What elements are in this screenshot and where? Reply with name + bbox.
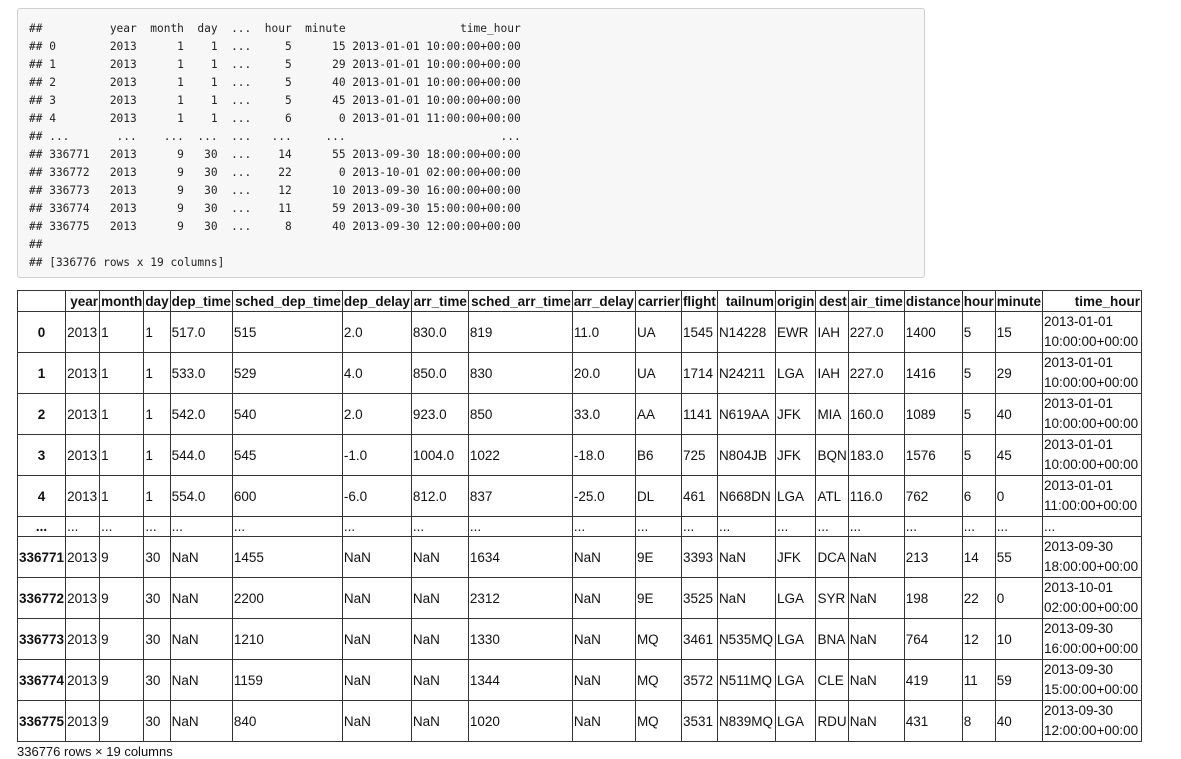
table-cell: N619AA [717,394,775,435]
row-index: 336774 [18,660,66,701]
table-cell: 2013-09-30 18:00:00+00:00 [1042,537,1141,578]
table-cell: LGA [775,660,816,701]
table-cell: 529 [232,353,342,394]
table-cell: 2013 [66,394,100,435]
table-cell: NaN [717,537,775,578]
table-cell: NaN [717,578,775,619]
table-cell: N14228 [717,312,775,353]
table-cell: 45 [995,435,1042,476]
table-cell: 1 [144,312,170,353]
table-row [18,435,1142,476]
table-cell: 9E [635,578,681,619]
table-cell: LGA [775,701,816,742]
table-row [18,517,1142,537]
table-cell: ... [816,517,848,537]
table-cell: 517.0 [170,312,232,353]
table-cell: JFK [775,394,816,435]
table-cell: 540 [232,394,342,435]
table-cell: 2200 [232,578,342,619]
column-header-tailnum: tailnum [717,291,775,312]
table-cell: 3531 [681,701,717,742]
table-cell: 9E [635,537,681,578]
table-cell: 30 [144,660,170,701]
table-cell: 600 [232,476,342,517]
table-cell: 2013-09-30 15:00:00+00:00 [1042,660,1141,701]
table-row [18,619,1142,660]
table-cell: 1159 [232,660,342,701]
table-cell: 2013 [66,353,100,394]
table-cell: 2.0 [342,312,411,353]
column-header-minute: minute [995,291,1042,312]
table-cell: 1400 [904,312,962,353]
table-cell: 762 [904,476,962,517]
table-cell: JFK [775,435,816,476]
console-output-block [17,8,925,278]
index-header [18,291,66,312]
table-cell: NaN [572,660,635,701]
table-cell: LGA [775,476,816,517]
table-cell: 0 [995,476,1042,517]
table-cell: 5 [962,312,995,353]
table-cell: NaN [342,537,411,578]
table-cell: 1020 [468,701,572,742]
table-cell: 2013-01-01 10:00:00+00:00 [1042,394,1141,435]
column-header-arr-time: arr_time [411,291,468,312]
table-cell: 160.0 [848,394,904,435]
table-cell: 22 [962,578,995,619]
table-row [18,476,1142,517]
table-row [18,701,1142,742]
table-cell: 2013 [66,660,100,701]
table-cell: 9 [100,619,144,660]
table-cell: ... [572,517,635,537]
table-cell: 30 [144,701,170,742]
table-cell: ... [170,517,232,537]
table-cell: 837 [468,476,572,517]
table-cell: NaN [411,619,468,660]
table-row [18,660,1142,701]
table-cell: 1455 [232,537,342,578]
table-cell: 461 [681,476,717,517]
table-cell: NaN [411,578,468,619]
table-cell: ... [995,517,1042,537]
table-cell: NaN [411,701,468,742]
table-cell: 10 [995,619,1042,660]
table-cell: ... [100,517,144,537]
table-cell: ... [848,517,904,537]
table-cell: 725 [681,435,717,476]
table-cell: 55 [995,537,1042,578]
table-cell: 4.0 [342,353,411,394]
table-cell: 2013 [66,619,100,660]
column-header-distance: distance [904,291,962,312]
table-cell: 431 [904,701,962,742]
table-cell: 1089 [904,394,962,435]
table-cell: MQ [635,619,681,660]
table-body [18,312,1142,742]
table-cell: 3393 [681,537,717,578]
table-cell: SYR [816,578,848,619]
table-row [18,312,1142,353]
row-index: 1 [18,353,66,394]
table-cell: B6 [635,435,681,476]
table-cell: 1 [144,394,170,435]
table-cell: N804JB [717,435,775,476]
table-cell: 5 [962,394,995,435]
column-header-sched-arr-time: sched_arr_time [468,291,572,312]
table-cell: 30 [144,537,170,578]
table-cell: 14 [962,537,995,578]
table-cell: 29 [995,353,1042,394]
table-cell: BNA [816,619,848,660]
table-cell: EWR [775,312,816,353]
table-cell: 40 [995,701,1042,742]
table-cell: 183.0 [848,435,904,476]
table-cell: 5 [962,353,995,394]
table-cell: 764 [904,619,962,660]
table-cell: ... [468,517,572,537]
table-cell: N535MQ [717,619,775,660]
table-cell: 1545 [681,312,717,353]
table-cell: 1004.0 [411,435,468,476]
table-cell: NaN [170,701,232,742]
table-cell: -1.0 [342,435,411,476]
table-cell: NaN [411,660,468,701]
table-cell: 33.0 [572,394,635,435]
table-cell: 542.0 [170,394,232,435]
column-header-arr-delay: arr_delay [572,291,635,312]
table-cell: NaN [572,578,635,619]
table-cell: 2013 [66,476,100,517]
table-cell: ... [232,517,342,537]
table-cell: ... [904,517,962,537]
row-index: 336771 [18,537,66,578]
column-header-air-time: air_time [848,291,904,312]
row-index: 0 [18,312,66,353]
table-cell: 2013 [66,537,100,578]
table-cell: NaN [411,537,468,578]
table-cell: 1416 [904,353,962,394]
table-cell: ... [717,517,775,537]
column-header-flight: flight [681,291,717,312]
table-cell: 830.0 [411,312,468,353]
table-cell: 227.0 [848,312,904,353]
row-index: 336773 [18,619,66,660]
row-index: 2 [18,394,66,435]
table-cell: ... [635,517,681,537]
table-cell: NaN [170,537,232,578]
column-header-dep-time: dep_time [170,291,232,312]
row-index: 4 [18,476,66,517]
table-cell: IAH [816,312,848,353]
table-cell: 5 [962,435,995,476]
table-cell: 2013-01-01 10:00:00+00:00 [1042,435,1141,476]
table-cell: 11.0 [572,312,635,353]
table-cell: 11 [962,660,995,701]
table-cell: JFK [775,537,816,578]
table-cell: 2013-09-30 12:00:00+00:00 [1042,701,1141,742]
table-cell: 544.0 [170,435,232,476]
table-cell: 515 [232,312,342,353]
table-cell: 850.0 [411,353,468,394]
table-cell: 1022 [468,435,572,476]
table-cell: 227.0 [848,353,904,394]
table-cell: 812.0 [411,476,468,517]
table-cell: 198 [904,578,962,619]
table-cell: NaN [848,701,904,742]
table-cell: 2013 [66,435,100,476]
console-output-text: ## year month day ... hour minute time_hour ## 0 2013 1 1 ... 5 15 2013-01-01 10:00:00+00:00 ## 1 2013 1 1 ... 5 29 2013-01-01 10:00:00+00:00 ## 2 2013 1 1 ... 5 40 2013-01-01 10:00:00+00:00 ## 3 2013 1 1 ... 5 45 2013-01-01 10:00:00+00:00 ## 4 2013 1 1 ... 6 0 2013-01-01 11:00:00+00:00 ## ... ... ... ... ... ... ... ... ## 336771 2013 9 30 ... 14 55 2013-09-30 18:00:00+00:00 ## 336772 2013 9 30 ... 22 0 2013-10-01 02:00:00+00:00 ## 336773 2013 9 30 ... 12 10 2013-09-30 16:00:00+00:00 ## 336774 2013 9 30 ... 11 59 2013-09-30 15:00:00+00:00 ## 336775 2013 9 30 ... 8 40 2013-09-30 12:00:00+00:00 ## ## [336776 rows x 19 columns] [29,22,521,269]
column-header-year: year [66,291,100,312]
table-cell: MQ [635,701,681,742]
row-index: ... [18,517,66,537]
table-cell: 1 [100,312,144,353]
table-cell: 850 [468,394,572,435]
table-cell: 3461 [681,619,717,660]
table-row [18,578,1142,619]
table-cell: NaN [170,619,232,660]
table-cell: 1 [144,353,170,394]
table-cell: 1330 [468,619,572,660]
table-cell: LGA [775,578,816,619]
table-cell: DCA [816,537,848,578]
table-cell: 20.0 [572,353,635,394]
table-cell: ... [775,517,816,537]
table-cell: 12 [962,619,995,660]
table-cell: 30 [144,619,170,660]
table-cell: NaN [572,537,635,578]
table-cell: NaN [848,660,904,701]
table-cell: NaN [848,578,904,619]
table-cell: 2.0 [342,394,411,435]
table-cell: 15 [995,312,1042,353]
table-cell: UA [635,312,681,353]
table-cell: 1 [100,476,144,517]
table-cell: N24211 [717,353,775,394]
table-cell: 923.0 [411,394,468,435]
column-header-sched-dep-time: sched_dep_time [232,291,342,312]
column-header-month: month [100,291,144,312]
table-cell: 2013-01-01 11:00:00+00:00 [1042,476,1141,517]
table-cell: 1 [100,394,144,435]
column-header-day: day [144,291,170,312]
table-cell: 2312 [468,578,572,619]
table-cell: 1344 [468,660,572,701]
table-cell: 1576 [904,435,962,476]
table-cell: 1 [144,476,170,517]
table-cell: -6.0 [342,476,411,517]
table-cell: 9 [100,701,144,742]
table-cell: 1 [100,435,144,476]
table-cell: 533.0 [170,353,232,394]
table-cell: 59 [995,660,1042,701]
table-cell: 819 [468,312,572,353]
table-cell: 116.0 [848,476,904,517]
row-index: 336775 [18,701,66,742]
table-cell: UA [635,353,681,394]
table-cell: 1634 [468,537,572,578]
table-cell: 6 [962,476,995,517]
table-cell: DL [635,476,681,517]
table-cell: 554.0 [170,476,232,517]
table-row [18,537,1142,578]
table-cell: 2013 [66,701,100,742]
table-cell: ... [342,517,411,537]
table-cell: 9 [100,578,144,619]
table-header-row [18,291,1142,312]
table-row [18,353,1142,394]
table-cell: CLE [816,660,848,701]
table-cell: NaN [170,660,232,701]
table-cell: NaN [572,701,635,742]
table-cell: 0 [995,578,1042,619]
table-cell: 2013 [66,312,100,353]
table-cell: NaN [848,537,904,578]
table-cell: IAH [816,353,848,394]
table-cell: ... [66,517,100,537]
column-header-time-hour: time_hour [1042,291,1141,312]
table-cell: ATL [816,476,848,517]
row-index: 3 [18,435,66,476]
column-header-carrier: carrier [635,291,681,312]
table-cell: LGA [775,353,816,394]
table-cell: MQ [635,660,681,701]
table-cell: 545 [232,435,342,476]
table-cell: ... [144,517,170,537]
table-cell: 1 [144,435,170,476]
table-cell: ... [962,517,995,537]
table-cell: 9 [100,537,144,578]
table-cell: 2013-01-01 10:00:00+00:00 [1042,312,1141,353]
table-cell: 2013 [66,578,100,619]
table-cell: 1141 [681,394,717,435]
table-cell: 419 [904,660,962,701]
table-cell: 2013-01-01 10:00:00+00:00 [1042,353,1141,394]
table-cell: 2013-09-30 16:00:00+00:00 [1042,619,1141,660]
table-cell: NaN [170,578,232,619]
table-cell: NaN [848,619,904,660]
table-cell: 1210 [232,619,342,660]
table-cell: NaN [342,701,411,742]
row-index: 336772 [18,578,66,619]
dataframe-table [17,290,1142,742]
table-cell: ... [1042,517,1141,537]
table-cell: 9 [100,660,144,701]
table-cell: 3525 [681,578,717,619]
table-cell: 3572 [681,660,717,701]
table-cell: 30 [144,578,170,619]
table-cell: 2013-10-01 02:00:00+00:00 [1042,578,1141,619]
table-cell: 213 [904,537,962,578]
table-cell: 40 [995,394,1042,435]
table-cell: LGA [775,619,816,660]
table-cell: N668DN [717,476,775,517]
table-shape-footer: 336776 rows × 19 columns [17,744,173,759]
column-header-origin: origin [775,291,816,312]
table-cell: NaN [342,660,411,701]
table-cell: -18.0 [572,435,635,476]
table-row [18,394,1142,435]
table-cell: N839MQ [717,701,775,742]
column-header-dep-delay: dep_delay [342,291,411,312]
table-cell: NaN [572,619,635,660]
table-cell: AA [635,394,681,435]
column-header-dest: dest [816,291,848,312]
table-cell: NaN [342,619,411,660]
table-cell: ... [411,517,468,537]
table-cell: 830 [468,353,572,394]
table-cell: RDU [816,701,848,742]
table-cell: 1714 [681,353,717,394]
table-cell: MIA [816,394,848,435]
table-cell: BQN [816,435,848,476]
table-cell: NaN [342,578,411,619]
table-cell: N511MQ [717,660,775,701]
table-cell: ... [681,517,717,537]
table-cell: 840 [232,701,342,742]
table-cell: 1 [100,353,144,394]
column-header-hour: hour [962,291,995,312]
table-cell: 8 [962,701,995,742]
table-cell: -25.0 [572,476,635,517]
